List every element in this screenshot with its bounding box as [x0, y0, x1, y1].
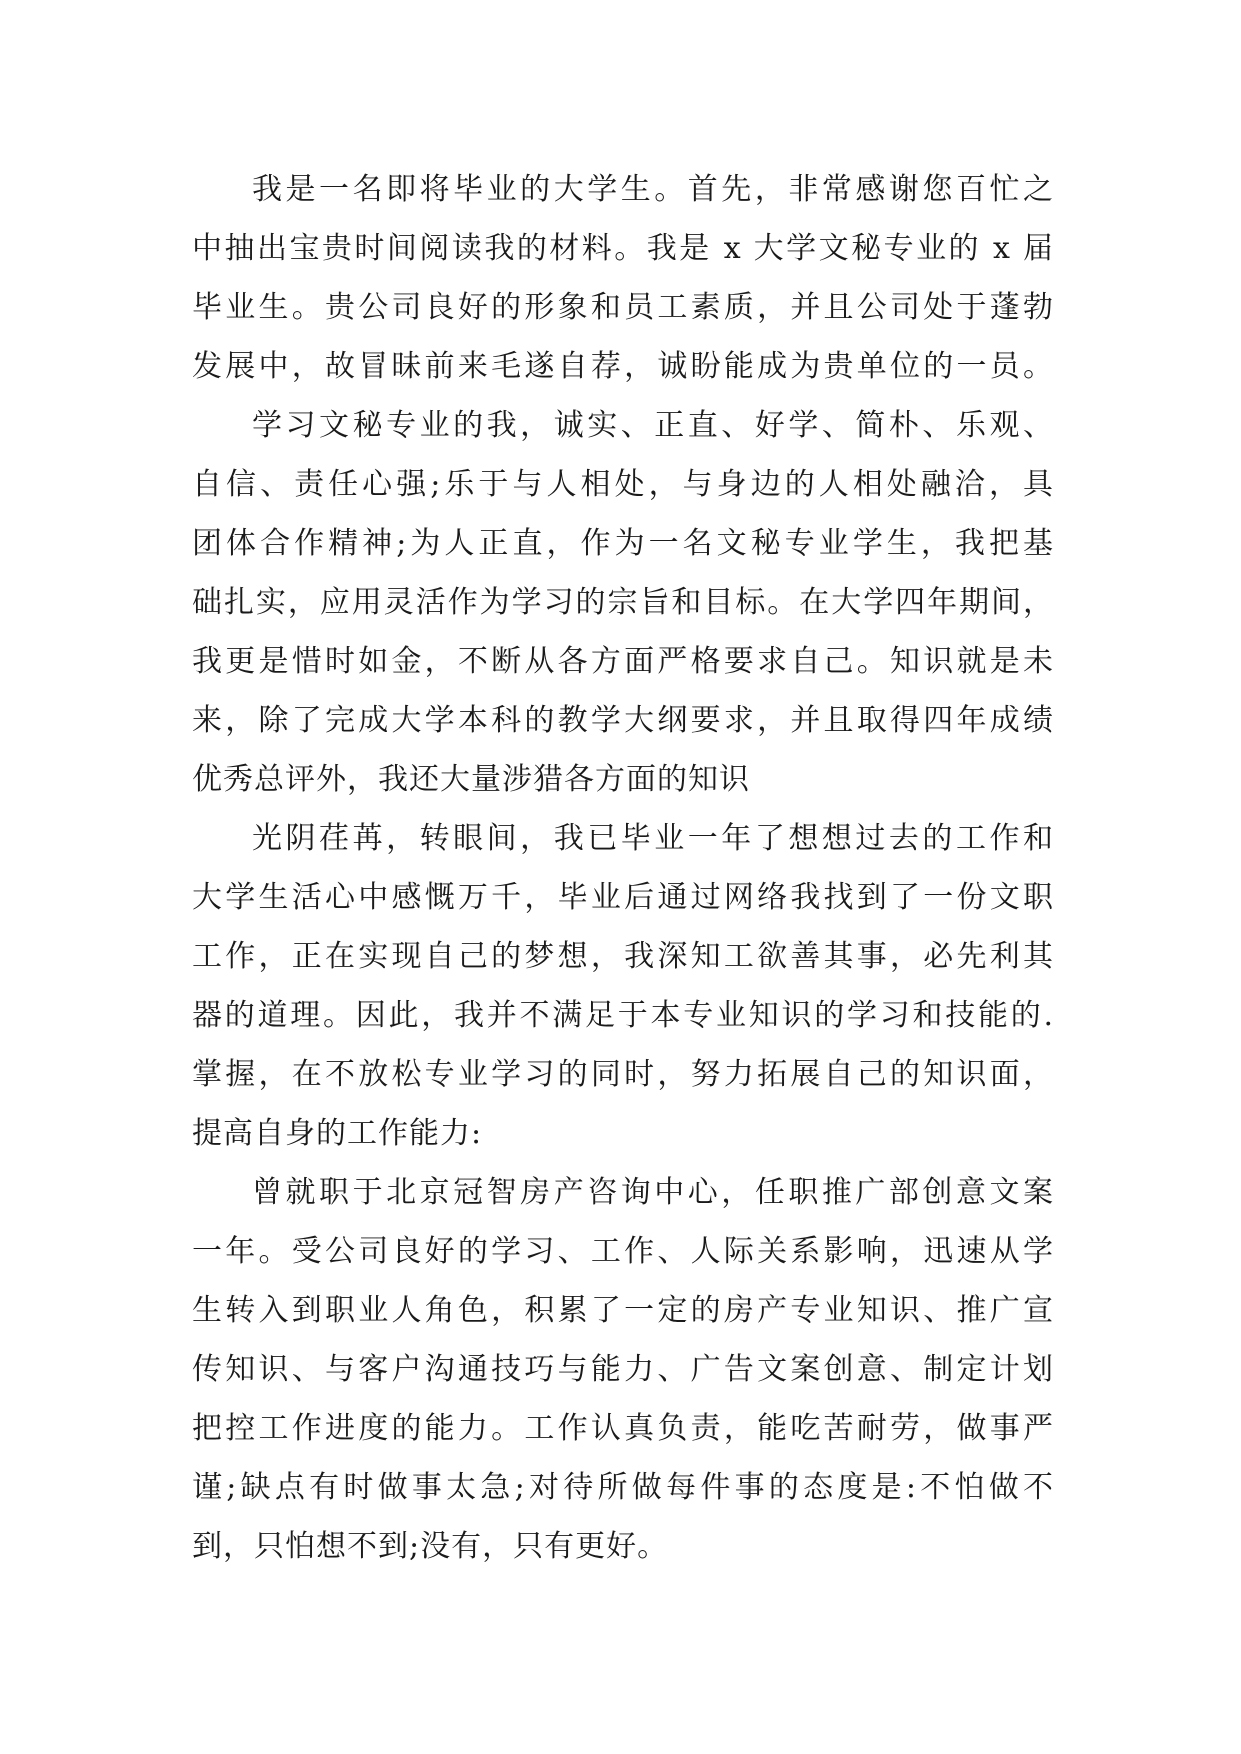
- paragraph-line: 自信、责任心强;乐于与人相处，与身边的人相处融洽，具: [192, 467, 1054, 502]
- paragraph-line: 来，除了完成大学本科的教学大纲要求，并且取得四年成绩: [192, 703, 1054, 738]
- paragraph-line: 我是一名即将毕业的大学生。首先，非常感谢您百忙之: [252, 172, 1054, 207]
- paragraph-4: [192, 1163, 1054, 1576]
- paragraph-line: 础扎实，应用灵活作为学习的宗旨和目标。在大学四年期间，: [192, 585, 1054, 620]
- paragraph-line: 优秀总评外，我还大量涉猎各方面的知识: [192, 762, 750, 797]
- document-body: [192, 160, 1054, 1576]
- paragraph-3: [192, 809, 1054, 1163]
- paragraph-line: 掌握，在不放松专业学习的同时，努力拓展自己的知识面，: [192, 1057, 1054, 1092]
- paragraph-line: 光阴荏苒，转眼间，我已毕业一年了想想过去的工作和: [252, 821, 1054, 856]
- paragraph-line: 大学生活心中感慨万千，毕业后通过网络我找到了一份文职: [192, 880, 1054, 915]
- paragraph-line: 中抽出宝贵时间阅读我的材料。我是 x 大学文秘专业的 x 届: [192, 231, 1054, 266]
- paragraph-line: 生转入到职业人角色，积累了一定的房产专业知识、推广宣: [192, 1293, 1054, 1328]
- paragraph-line: 把控工作进度的能力。工作认真负责，能吃苦耐劳，做事严: [192, 1411, 1054, 1446]
- paragraph-line: 曾就职于北京冠智房产咨询中心，任职推广部创意文案: [252, 1175, 1054, 1210]
- paragraph-line: 一年。受公司良好的学习、工作、人际关系影响，迅速从学: [192, 1234, 1054, 1269]
- paragraph-line: 毕业生。贵公司良好的形象和员工素质，并且公司处于蓬勃: [192, 290, 1054, 325]
- paragraph-line: 我更是惜时如金，不断从各方面严格要求自己。知识就是未: [192, 644, 1054, 679]
- paragraph-line: 器的道理。因此，我并不满足于本专业知识的学习和技能的.: [192, 998, 1054, 1033]
- paragraph-line: 传知识、与客户沟通技巧与能力、广告文案创意、制定计划: [192, 1352, 1054, 1387]
- paragraph-2: [192, 396, 1054, 809]
- paragraph-line: 发展中，故冒昧前来毛遂自荐，诚盼能成为贵单位的一员。: [192, 349, 1054, 384]
- paragraph-line: 工作，正在实现自己的梦想，我深知工欲善其事，必先利其: [192, 939, 1054, 974]
- paragraph-1: [192, 160, 1054, 396]
- paragraph-line: 团体合作精神;为人正直，作为一名文秘专业学生，我把基: [192, 526, 1054, 561]
- paragraph-line: 到，只怕想不到;没有，只有更好。: [192, 1529, 669, 1564]
- paragraph-line: 提高自身的工作能力:: [192, 1116, 483, 1151]
- paragraph-line: 学习文秘专业的我，诚实、正直、好学、简朴、乐观、: [252, 408, 1054, 443]
- paragraph-line: 谨;缺点有时做事太急;对待所做每件事的态度是:不怕做不: [192, 1470, 1054, 1505]
